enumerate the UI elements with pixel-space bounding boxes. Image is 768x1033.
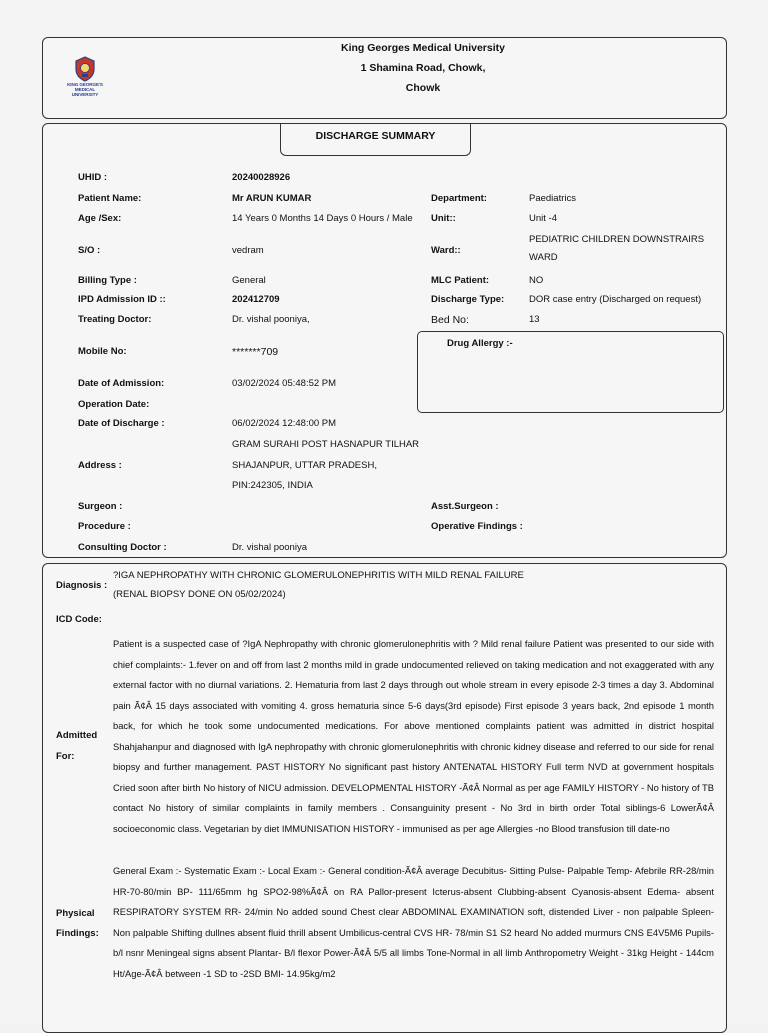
department-value: Paediatrics [529,193,576,204]
diagnosis-line1: ?IGA NEPHROPATHY WITH CHRONIC GLOMERULONEPHRITIS WITH MILD RENAL FAILURE [113,570,524,581]
diagnosis-label: Diagnosis : [56,580,108,591]
ward-value-line2: WARD [529,252,558,263]
icd-code-label: ICD Code: [56,614,102,625]
discharge-type-label: Discharge Type: [431,294,505,305]
hospital-header [42,37,727,119]
bed-no-label: Bed No: [431,314,469,326]
surgeon-label: Surgeon : [78,501,123,512]
logo-text-line1: KING GEORGE'S MEDICAL [67,82,103,92]
admitted-for-label-line1: Admitted [56,730,98,741]
bed-no-value: 13 [529,314,540,325]
admitted-for-label-line2: For: [56,751,75,762]
ward-label: Ward:: [431,245,461,256]
uhid-value: 20240028926 [232,172,291,183]
procedure-label: Procedure : [78,521,131,532]
address-line2: Chowk [405,82,441,94]
address-value-line2: SHAJANPUR, UTTAR PRADESH, [232,460,377,471]
address-line1: 1 Shamina Road, Chowk, [360,62,486,74]
department-label: Department: [431,193,487,204]
so-value: vedram [232,245,264,256]
mobile-value: *******709 [232,346,279,358]
age-sex-label: Age /Sex: [78,213,122,224]
discharge-date-label: Date of Discharge : [78,418,165,429]
patient-details-section [42,123,727,558]
physical-findings-label-line1: Physical [56,908,95,919]
address-value-line3: PIN:242305, INDIA [232,480,313,491]
university-name: King Georges Medical University [341,42,505,54]
physical-findings-text: General Exam :- Systematic Exam :- Local Exam :- General condition-Ã¢Â average Decubitus- Sitting Pulse- Palpable Temp- Afebrile RR-28/min HR-70-80/min BP- 111/65mm hg SPO2-98%Ã¢Â on RA Pallor-present Icterus-absent Clubbing-absent Cyanosis-absent Edema- absent RESPIRATORY SYSTEM RR- 24/min No added sound Chest clear ABDOMINAL EXAMINATION soft, distended Liver - non palpable Spleen- Non palpable Shifting dullnes absent fluid thrill absent Umbilicus-central CVS HR- 78/min S1 S2 heard No added murmurs CNS E4V5M6 Pupils-b/l nsnr Meningeal signs absent Plantar- B/l flexor Power-Ã¢Â 5/5 all limbs Tone-Normal in all limb Anthropometry Weight - 31kg Height - 144cm Ht/Age-Ã¢Â between -1 SD to -2SD BMI- 14.95kg/m2 [113,865,714,979]
treating-doctor-label: Treating Doctor: [78,314,152,325]
logo-text-line2: UNIVERSITY [71,92,99,97]
uhid-label: UHID : [78,172,108,183]
discharge-date-value: 06/02/2024 12:48:00 PM [232,418,337,429]
address-value-line1: GRAM SURAHI POST HASNAPUR TILHAR [232,439,420,450]
consulting-doctor-label: Consulting Doctor : [78,542,167,553]
physical-findings-label-line2: Findings: [56,928,99,939]
ward-value-line1: PEDIATRIC CHILDREN DOWNSTRAIRS [529,234,705,245]
admitted-for-text: Patient is a suspected case of ?IgA Nephropathy with chronic glomerulonephritis with ? Mild renal failure Patient was presented to our side with chief complaints:- 1.fever on and off from last 2 months mild in grade undocumented relieved on taking medication and not exaggerated with any external factor with no diurnal variations. 2. Hematuria from last 2 days through out whole stream in every episode 2-3 times a day 3. Abdominal pain Ã¢Â 15 days associated with vomiting 4. gross hematuria since 5-6 days(3rd episode) First episode 3 years back, 2nd episode 1 month back, for which he took some undocumented medications. For above mentioned complaints patient was admitted in district hospital Shahjahanpur and diagnosed with IgA nephropathy with chronic glomerulonephritis with chronic kidney disease and referred to our side for renal biopsy and further management. PAST HISTORY No significant past history ANTENATAL HISTORY Full term NVD at government hospitals Cried soon after birth No history of NICU admission. DEVELOPMENTAL HISTORY -Ã¢Â Normal as per age FAMILY HISTORY - No history of TB contact No history of similar complaints in family members . Consanguinity present - No 3rd in birth order Total siblings-6 LowerÃ¢Â socioeconomic class. Vegetarian by diet IMMUNISATION HISTORY - immunised as per age Allergies -no Blood transfusion till date-no [113,638,714,834]
patient-name-value: Mr ARUN KUMAR [232,193,312,204]
ipd-label: IPD Admission ID :: [78,294,166,305]
discharge-type-value: DOR case entry (Discharged on request) [529,294,702,305]
so-label: S/O : [78,245,101,256]
operation-date-label: Operation Date: [78,399,150,410]
admission-date-label: Date of Admission: [78,378,165,389]
billing-type-label: Billing Type : [78,275,137,286]
document-title: DISCHARGE SUMMARY [280,124,471,156]
drug-allergy-box [417,331,724,413]
mlc-value: NO [529,275,544,286]
ipd-value: 202412709 [232,294,280,305]
asst-surgeon-label: Asst.Surgeon : [431,501,499,512]
university-logo [57,56,113,100]
billing-type-value: General [232,275,266,286]
diagnosis-line2: (RENAL BIOPSY DONE ON 05/02/2024) [113,589,286,600]
treating-doctor-value: Dr. vishal pooniya, [232,314,310,325]
university-crest-icon [74,56,96,82]
address-label: Address : [78,460,122,471]
operative-findings-label: Operative Findings : [431,521,523,532]
clinical-details-section [42,563,727,1033]
consulting-doctor-value: Dr. vishal pooniya [232,542,307,553]
drug-allergy-label: Drug Allergy :- [447,338,513,349]
unit-value: Unit -4 [529,213,557,224]
mobile-label: Mobile No: [78,346,127,357]
admission-date-value: 03/02/2024 05:48:52 PM [232,378,337,389]
mlc-label: MLC Patient: [431,275,490,286]
patient-name-label: Patient Name: [78,193,142,204]
unit-label: Unit:: [431,213,456,224]
age-sex-value: 14 Years 0 Months 14 Days 0 Hours / Male [232,213,413,224]
